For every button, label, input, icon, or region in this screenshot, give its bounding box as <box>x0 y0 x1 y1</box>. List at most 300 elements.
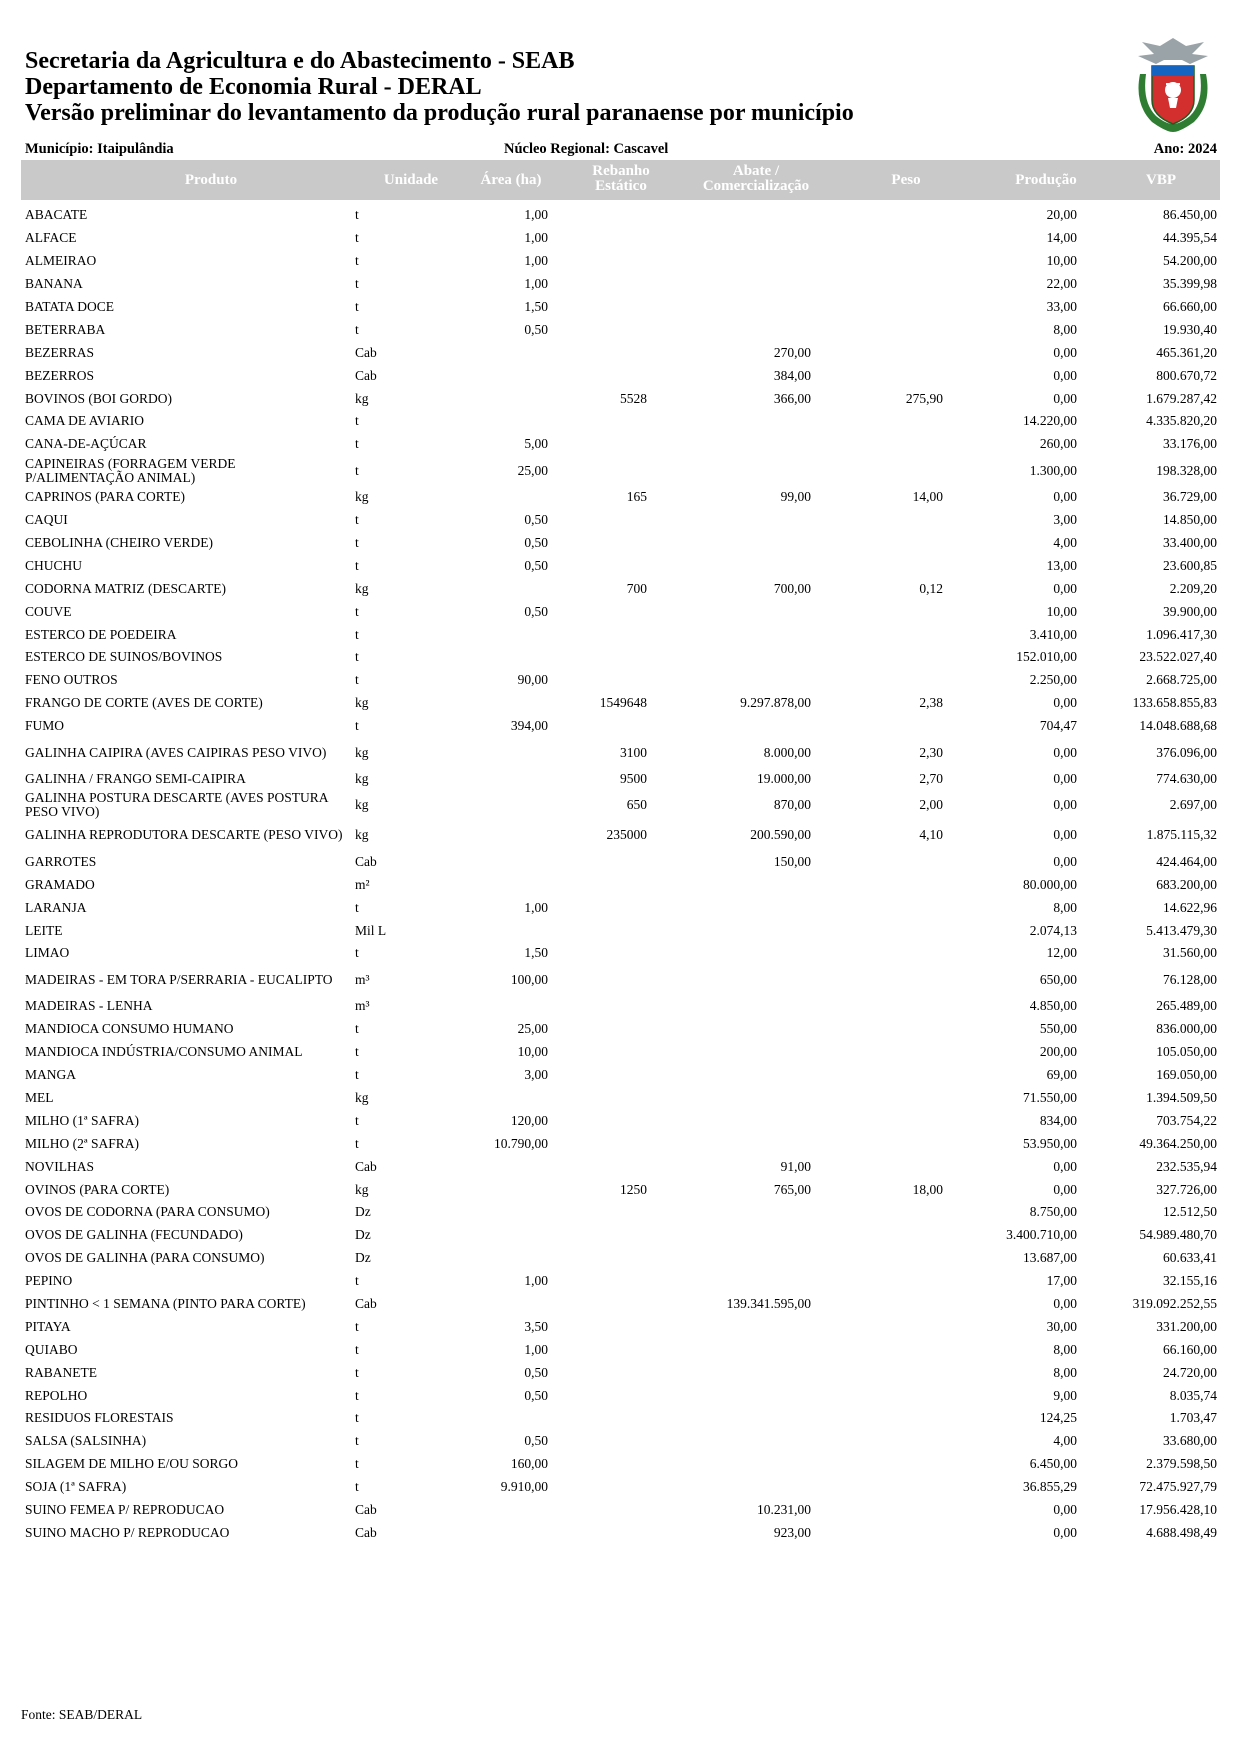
cell-vbp: 33.176,00 <box>1163 436 1217 452</box>
cell-area: 0,50 <box>524 1364 548 1380</box>
table-row <box>0 600 1241 623</box>
cell-area: 10.790,00 <box>494 1135 548 1151</box>
cell-unidade: Cab <box>355 344 377 360</box>
cell-unidade: kg <box>355 695 369 711</box>
title-line-2: Departamento de Economia Rural - DERAL <box>25 74 482 100</box>
cell-unidade: t <box>355 1067 359 1083</box>
cell-unidade: t <box>355 436 359 452</box>
nucleo-regional-label: Núcleo Regional: Cascavel <box>504 141 669 157</box>
cell-unidade: Cab <box>355 1524 377 1540</box>
cell-producao: 0,00 <box>1053 1181 1077 1197</box>
table-row <box>0 296 1241 319</box>
cell-produto: SUINO MACHO P/ REPRODUCAO <box>25 1524 230 1540</box>
report-meta <box>25 141 1217 159</box>
ano-label: Ano: 2024 <box>1153 141 1217 157</box>
cell-abate: 870,00 <box>773 797 811 813</box>
cell-peso: 275,90 <box>905 390 943 406</box>
col-produto: Produto <box>184 172 238 188</box>
cell-produto: MANDIOCA INDÚSTRIA/CONSUMO ANIMAL <box>25 1044 303 1060</box>
cell-unidade: t <box>355 1479 359 1495</box>
cell-vbp: 232.535,94 <box>1156 1158 1217 1174</box>
table-row <box>0 577 1241 600</box>
cell-area: 25,00 <box>517 1021 548 1037</box>
table-row <box>0 1315 1241 1338</box>
cell-produto: BETERRABA <box>25 321 106 337</box>
source-note: Fonte: SEAB/DERAL <box>21 1707 143 1722</box>
cell-peso: 2,00 <box>919 797 943 813</box>
cell-unidade: t <box>355 672 359 688</box>
cell-vbp: 1.875.115,32 <box>1146 827 1217 843</box>
cell-producao: 80.000,00 <box>1023 876 1077 892</box>
table-row <box>0 1224 1241 1247</box>
cell-vbp: 54.200,00 <box>1163 253 1217 269</box>
table-row <box>0 995 1241 1018</box>
cell-vbp: 683.200,00 <box>1156 876 1217 892</box>
cell-abate: 8.000,00 <box>763 744 811 760</box>
cell-unidade: t <box>355 276 359 292</box>
table-row <box>0 790 1241 820</box>
cell-produto: GRAMADO <box>25 876 95 892</box>
cell-vbp: 2.668.725,00 <box>1146 672 1217 688</box>
table-row <box>0 250 1241 273</box>
cell-produto: RESIDUOS FLORESTAIS <box>25 1410 174 1426</box>
cell-area: 0,50 <box>524 557 548 573</box>
cell-area: 120,00 <box>510 1112 548 1128</box>
table-row <box>0 1109 1241 1132</box>
cell-vbp: 19.930,40 <box>1163 321 1217 337</box>
cell-peso: 18,00 <box>912 1181 943 1197</box>
table-row <box>0 486 1241 509</box>
table-row <box>0 318 1241 341</box>
cell-producao: 1.300,00 <box>1029 462 1077 478</box>
municipio-label: Município: Itaipulândia <box>25 141 174 157</box>
cell-vbp: 33.400,00 <box>1163 535 1217 551</box>
cell-abate: 923,00 <box>773 1524 811 1540</box>
title-line-1: Secretaria da Agricultura e do Abastecimento - SEAB <box>25 48 575 74</box>
cell-unidade: t <box>355 512 359 528</box>
cell-produto: OVOS DE CODORNA (PARA CONSUMO) <box>25 1204 270 1220</box>
cell-produto: ALMEIRAO <box>25 253 97 269</box>
cell-produto: LEITE <box>25 922 63 938</box>
cell-produto: SUINO FEMEA P/ REPRODUCAO <box>25 1501 225 1517</box>
table-row <box>0 850 1241 873</box>
cell-producao: 0,00 <box>1053 1295 1077 1311</box>
cell-unidade: t <box>355 899 359 915</box>
cell-vbp: 17.956.428,10 <box>1139 1501 1217 1517</box>
cell-producao: 8,00 <box>1053 321 1077 337</box>
cell-unidade: kg <box>355 1089 369 1105</box>
cell-area: 0,50 <box>524 535 548 551</box>
table-row <box>0 919 1241 942</box>
table-row <box>0 227 1241 250</box>
cell-producao: 0,00 <box>1053 853 1077 869</box>
table-row <box>0 1430 1241 1453</box>
cell-area: 0,50 <box>524 321 548 337</box>
cell-rebanho: 5528 <box>620 390 647 406</box>
cell-area: 160,00 <box>510 1456 548 1472</box>
cell-producao: 13.687,00 <box>1023 1250 1077 1266</box>
cell-abate: 91,00 <box>780 1158 811 1174</box>
cell-produto: MANDIOCA CONSUMO HUMANO <box>25 1021 234 1037</box>
cell-producao: 14,00 <box>1046 230 1077 246</box>
cell-producao: 69,00 <box>1046 1067 1077 1083</box>
cell-producao: 152.010,00 <box>1016 649 1077 665</box>
col-peso: Peso <box>891 172 921 188</box>
cell-area: 0,50 <box>524 603 548 619</box>
cell-unidade: t <box>355 299 359 314</box>
cell-produto: CAQUI <box>25 512 68 528</box>
table-row <box>0 1178 1241 1201</box>
cell-vbp: 265.489,00 <box>1156 998 1217 1014</box>
cell-vbp: 2.697,00 <box>1169 797 1217 813</box>
cell-produto: NOVILHAS <box>25 1158 94 1174</box>
cell-producao: 8,00 <box>1053 1341 1077 1357</box>
cell-peso: 2,30 <box>919 744 943 760</box>
cell-unidade: t <box>355 1273 359 1289</box>
cell-vbp: 8.035,74 <box>1169 1387 1217 1403</box>
cell-area: 1,00 <box>524 207 548 223</box>
cell-abate: 19.000,00 <box>757 771 811 787</box>
table-row <box>0 1064 1241 1087</box>
cell-vbp: 86.450,00 <box>1163 207 1217 223</box>
cell-abate: 99,00 <box>780 489 811 505</box>
cell-produto: FRANGO DE CORTE (AVES DE CORTE) <box>25 695 263 711</box>
cell-producao: 20,00 <box>1046 207 1077 223</box>
cell-produto: OVINOS (PARA CORTE) <box>25 1181 170 1197</box>
table-row <box>0 509 1241 532</box>
cell-producao: 10,00 <box>1046 603 1077 619</box>
cell-produto: BANANA <box>25 276 83 292</box>
cell-unidade: m³ <box>355 998 370 1014</box>
cell-unidade: kg <box>355 390 369 406</box>
cell-unidade: t <box>355 253 359 269</box>
cell-producao: 3.410,00 <box>1029 626 1077 642</box>
cell-produto: MILHO (2ª SAFRA) <box>25 1135 139 1151</box>
cell-producao: 9,00 <box>1053 1387 1077 1403</box>
cell-vbp: 14.048.688,68 <box>1139 718 1217 734</box>
cell-peso: 2,70 <box>919 771 943 787</box>
cell-rebanho: 700 <box>626 580 647 596</box>
cell-unidade: t <box>355 649 359 665</box>
cell-producao: 0,00 <box>1053 390 1077 406</box>
cell-unidade: Mil L <box>355 922 387 938</box>
cell-area: 0,50 <box>524 1433 548 1449</box>
cell-unidade: t <box>355 1341 359 1357</box>
cell-area: 0,50 <box>524 1387 548 1403</box>
cell-unidade: t <box>355 945 359 961</box>
cell-unidade: t <box>355 718 359 734</box>
cell-unidade: t <box>355 603 359 619</box>
cell-unidade: Cab <box>355 367 377 383</box>
col-area: Área (ha) <box>480 172 542 188</box>
table-body <box>0 204 1241 1544</box>
cell-producao: 10,00 <box>1046 253 1077 269</box>
cell-unidade: t <box>355 413 359 429</box>
table-row <box>0 410 1241 433</box>
cell-unidade: Dz <box>355 1250 371 1266</box>
cell-vbp: 32.155,16 <box>1163 1273 1217 1289</box>
cell-produto: CHUCHU <box>25 557 83 573</box>
cell-vbp: 14.622,96 <box>1163 899 1217 915</box>
cell-area: 5,00 <box>524 436 548 452</box>
title-line-3: Versão preliminar do levantamento da produção rural paranaense por município <box>25 100 854 126</box>
cell-area: 394,00 <box>510 718 548 734</box>
cell-producao: 704,47 <box>1039 718 1077 734</box>
cell-vbp: 76.128,00 <box>1163 971 1217 987</box>
cell-area: 10,00 <box>517 1044 548 1060</box>
cell-producao: 0,00 <box>1053 344 1077 360</box>
cell-producao: 53.950,00 <box>1023 1135 1077 1151</box>
cell-producao: 8,00 <box>1053 1364 1077 1380</box>
cell-vbp: 319.092.252,55 <box>1132 1295 1217 1311</box>
cell-area: 1,00 <box>524 1273 548 1289</box>
cell-area: 3,50 <box>524 1318 548 1334</box>
cell-unidade: Cab <box>355 1295 377 1311</box>
cell-produto: GALINHA CAIPIRA (AVES CAIPIRAS PESO VIVO) <box>25 744 327 760</box>
cell-rebanho: 1549648 <box>599 695 647 711</box>
cell-producao: 22,00 <box>1046 276 1077 292</box>
table-row <box>0 1338 1241 1361</box>
cell-vbp: 327.726,00 <box>1156 1181 1217 1197</box>
table-header <box>21 160 1220 200</box>
cell-vbp: 5.413.479,30 <box>1146 922 1217 938</box>
cell-unidade: kg <box>355 744 369 760</box>
cell-producao: 4.850,00 <box>1029 998 1077 1014</box>
cell-peso: 14,00 <box>912 489 943 505</box>
cell-producao: 0,00 <box>1053 367 1077 383</box>
cell-producao: 2.250,00 <box>1029 672 1077 688</box>
cell-unidade: t <box>355 207 359 223</box>
cell-produto: GALINHA POSTURA DESCARTE (AVES POSTURA PESO VIVO) <box>25 790 328 820</box>
cell-produto: FUMO <box>25 718 65 734</box>
table-row <box>0 273 1241 296</box>
table-row <box>0 532 1241 555</box>
cell-producao: 3.400.710,00 <box>1006 1227 1077 1243</box>
cell-produto: SOJA (1ª SAFRA) <box>25 1479 127 1495</box>
cell-producao: 0,00 <box>1053 1158 1077 1174</box>
cell-abate: 366,00 <box>773 390 811 406</box>
table-row <box>0 768 1241 791</box>
table-row <box>0 646 1241 669</box>
cell-produto: CAPINEIRAS (FORRAGEM VERDE P/ALIMENTAÇÃO ANIMAL) <box>25 455 236 485</box>
cell-producao: 2.074,13 <box>1029 922 1077 938</box>
cell-produto: OVOS DE GALINHA (FECUNDADO) <box>25 1227 243 1243</box>
cell-abate: 700,00 <box>773 580 811 596</box>
cell-vbp: 465.361,20 <box>1156 344 1217 360</box>
cell-vbp: 198.328,00 <box>1156 462 1217 478</box>
cell-vbp: 66.160,00 <box>1163 1341 1217 1357</box>
cell-produto: ALFACE <box>25 230 77 246</box>
col-rebanho-l1: Rebanho <box>592 163 650 179</box>
cell-produto: RABANETE <box>25 1364 97 1380</box>
cell-vbp: 1.394.509,50 <box>1146 1089 1217 1105</box>
cell-unidade: Cab <box>355 1158 377 1174</box>
col-abate-l1: Abate / <box>732 163 780 179</box>
cell-area: 90,00 <box>517 672 548 688</box>
cell-producao: 0,00 <box>1053 489 1077 505</box>
table-row <box>0 896 1241 919</box>
cell-vbp: 54.989.480,70 <box>1139 1227 1217 1243</box>
cell-peso: 0,12 <box>919 580 943 596</box>
table-row <box>0 1041 1241 1064</box>
cell-rebanho: 3100 <box>620 744 647 760</box>
cell-produto: PEPINO <box>25 1273 73 1289</box>
cell-producao: 3,00 <box>1053 512 1077 528</box>
cell-producao: 0,00 <box>1053 580 1077 596</box>
cell-area: 25,00 <box>517 462 548 478</box>
cell-vbp: 774.630,00 <box>1156 771 1217 787</box>
cell-unidade: t <box>355 1135 359 1151</box>
cell-unidade: t <box>355 462 359 478</box>
cell-rebanho: 9500 <box>620 771 647 787</box>
cell-vbp: 33.680,00 <box>1163 1433 1217 1449</box>
cell-vbp: 2.209,20 <box>1169 580 1217 596</box>
cell-produto: FENO OUTROS <box>25 672 118 688</box>
cell-producao: 33,00 <box>1046 299 1077 314</box>
cell-abate: 139.341.595,00 <box>726 1295 811 1311</box>
cell-producao: 13,00 <box>1046 557 1077 573</box>
cell-unidade: kg <box>355 1181 369 1197</box>
cell-unidade: Dz <box>355 1227 371 1243</box>
cell-unidade: Cab <box>355 853 377 869</box>
cell-produto: BEZERROS <box>25 367 95 383</box>
cell-area: 9.910,00 <box>500 1479 548 1495</box>
cell-producao: 0,00 <box>1053 827 1077 843</box>
cell-unidade: t <box>355 1364 359 1380</box>
cell-producao: 200,00 <box>1039 1044 1077 1060</box>
cell-peso: 2,38 <box>919 695 943 711</box>
cell-unidade: t <box>355 1044 359 1060</box>
cell-vbp: 376.096,00 <box>1156 744 1217 760</box>
cell-unidade: t <box>355 1456 359 1472</box>
cell-producao: 0,00 <box>1053 1501 1077 1517</box>
cell-vbp: 14.850,00 <box>1163 512 1217 528</box>
table-row <box>0 692 1241 715</box>
cell-vbp: 331.200,00 <box>1156 1318 1217 1334</box>
cell-vbp: 60.633,41 <box>1163 1250 1217 1266</box>
cell-abate: 200.590,00 <box>750 827 811 843</box>
cell-rebanho: 1250 <box>620 1181 647 1197</box>
cell-produto: CANA-DE-AÇÚCAR <box>25 436 147 452</box>
parana-coat-of-arms-icon <box>1130 34 1216 134</box>
table-row <box>0 1201 1241 1224</box>
table-row <box>0 1270 1241 1293</box>
cell-unidade: t <box>355 1318 359 1334</box>
cell-produto: ABACATE <box>25 207 88 223</box>
cell-unidade: m² <box>355 876 370 892</box>
cell-vbp: 1.703,47 <box>1169 1410 1217 1426</box>
cell-producao: 17,00 <box>1046 1273 1077 1289</box>
col-producao: Produção <box>1015 172 1077 188</box>
cell-vbp: 703.754,22 <box>1156 1112 1217 1128</box>
cell-produto: CAPRINOS (PARA CORTE) <box>25 489 185 505</box>
cell-vbp: 39.900,00 <box>1163 603 1217 619</box>
cell-vbp: 424.464,00 <box>1156 853 1217 869</box>
cell-producao: 0,00 <box>1053 1524 1077 1540</box>
cell-produto: OVOS DE GALINHA (PARA CONSUMO) <box>25 1250 265 1266</box>
cell-producao: 14.220,00 <box>1023 413 1077 429</box>
cell-vbp: 1.679.287,42 <box>1146 390 1217 406</box>
table-row <box>0 1247 1241 1270</box>
table-row <box>0 387 1241 410</box>
cell-produto: ESTERCO DE SUINOS/BOVINOS <box>25 649 223 665</box>
table-row <box>0 1453 1241 1476</box>
cell-area: 100,00 <box>510 971 548 987</box>
cell-vbp: 169.050,00 <box>1156 1067 1217 1083</box>
cell-rebanho: 650 <box>626 797 647 813</box>
cell-produto: ESTERCO DE POEDEIRA <box>25 626 177 642</box>
cell-unidade: t <box>355 1433 359 1449</box>
table-row <box>0 715 1241 738</box>
cell-vbp: 35.399,98 <box>1163 276 1217 292</box>
cell-peso: 4,10 <box>919 827 943 843</box>
cell-area: 1,50 <box>524 299 548 314</box>
table-row <box>0 1499 1241 1522</box>
cell-vbp: 12.512,50 <box>1163 1204 1217 1220</box>
cell-vbp: 72.475.927,79 <box>1139 1479 1217 1495</box>
cell-producao: 550,00 <box>1039 1021 1077 1037</box>
col-abate-l2: Comercialização <box>702 178 810 194</box>
cell-vbp: 24.720,00 <box>1163 1364 1217 1380</box>
cell-area: 1,00 <box>524 253 548 269</box>
table-row <box>0 1476 1241 1499</box>
cell-producao: 12,00 <box>1046 945 1077 961</box>
cell-unidade: m³ <box>355 971 370 987</box>
cell-area: 1,00 <box>524 230 548 246</box>
cell-vbp: 133.658.855,83 <box>1132 695 1217 711</box>
cell-vbp: 2.379.598,50 <box>1146 1456 1217 1472</box>
table-row <box>0 942 1241 965</box>
cell-unidade: kg <box>355 580 369 596</box>
cell-produto: MADEIRAS - LENHA <box>25 998 153 1014</box>
table-row <box>0 1521 1241 1544</box>
cell-unidade: kg <box>355 827 369 843</box>
cell-unidade: t <box>355 626 359 642</box>
col-vbp: VBP <box>1146 172 1176 188</box>
cell-produto: MEL <box>25 1089 54 1105</box>
cell-unidade: Dz <box>355 1204 371 1220</box>
cell-producao: 4,00 <box>1053 1433 1077 1449</box>
table-row <box>0 669 1241 692</box>
cell-area: 1,50 <box>524 945 548 961</box>
cell-producao: 0,00 <box>1053 695 1077 711</box>
cell-produto: REPOLHO <box>25 1387 88 1403</box>
cell-unidade: t <box>355 1387 359 1403</box>
table-row <box>0 738 1241 768</box>
table-row <box>0 204 1241 227</box>
cell-produto: PINTINHO < 1 SEMANA (PINTO PARA CORTE) <box>25 1295 306 1311</box>
cell-produto: CODORNA MATRIZ (DESCARTE) <box>25 580 226 596</box>
cell-abate: 765,00 <box>773 1181 811 1197</box>
cell-produto: GARROTES <box>25 853 97 869</box>
cell-unidade: t <box>355 230 359 246</box>
cell-abate: 270,00 <box>773 344 811 360</box>
cell-producao: 834,00 <box>1039 1112 1077 1128</box>
cell-abate: 10.231,00 <box>757 1501 811 1517</box>
cell-area: 1,00 <box>524 899 548 915</box>
cell-producao: 0,00 <box>1053 744 1077 760</box>
cell-rebanho: 165 <box>626 489 647 505</box>
cell-unidade: Cab <box>355 1501 377 1517</box>
cell-producao: 0,00 <box>1053 771 1077 787</box>
cell-unidade: t <box>355 1410 359 1426</box>
cell-producao: 30,00 <box>1046 1318 1077 1334</box>
cell-produto: CEBOLINHA (CHEIRO VERDE) <box>25 535 213 551</box>
cell-produto: MANGA <box>25 1067 77 1083</box>
table-row <box>0 433 1241 456</box>
cell-produto: MADEIRAS - EM TORA P/SERRARIA - EUCALIPTO <box>25 971 333 987</box>
cell-producao: 124,25 <box>1039 1410 1077 1426</box>
